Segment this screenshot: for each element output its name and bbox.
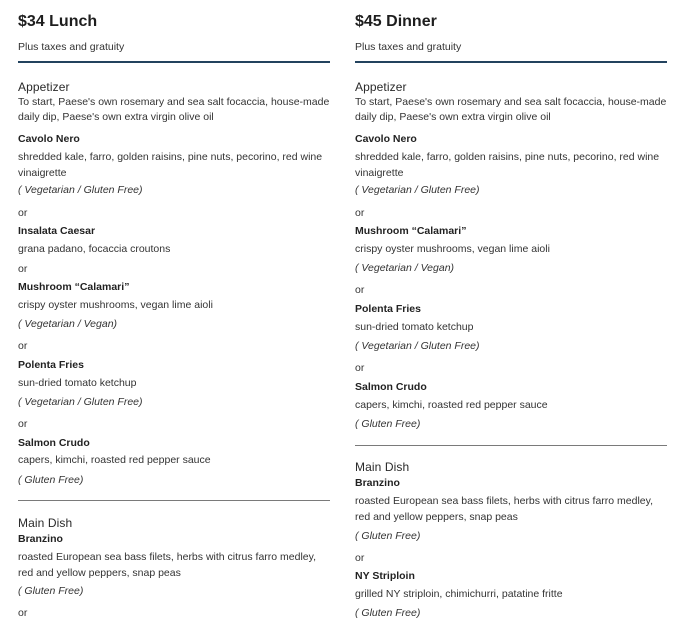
dinner-item-note: ( Gluten Free)	[355, 607, 421, 619]
lunch-item-desc: capers, kimchi, roasted red pepper sauce	[18, 454, 211, 466]
dinner-or-separator: or	[355, 552, 365, 564]
dinner-item-name: Branzino	[355, 477, 400, 489]
dinner-main-heading: Main Dish	[355, 460, 410, 474]
lunch-menu-title: $34 Lunch	[18, 13, 98, 30]
lunch-or-separator: or	[18, 207, 28, 219]
dinner-item-name: NY Striploin	[355, 570, 415, 582]
lunch-item-note: ( Gluten Free)	[18, 474, 84, 486]
lunch-item-name: Polenta Fries	[18, 359, 84, 371]
lunch-item-desc: grana padano, focaccia croutons	[18, 243, 171, 255]
dinner-item-note: ( Vegetarian / Vegan)	[355, 262, 455, 274]
dinner-item-desc: shredded kale, farro, golden raisins, pine nuts, pecorino, red wine vinaigrette	[355, 151, 660, 179]
lunch-item-name: Branzino	[18, 533, 63, 545]
lunch-item-desc: roasted European sea bass filets, herbs with citrus farro medley, red and yellow peppers, snap peas	[18, 551, 317, 579]
lunch-item-desc: shredded kale, farro, golden raisins, pine nuts, pecorino, red wine vinaigrette	[18, 151, 323, 179]
dinner-item-desc: grilled NY striploin, chimichurri, patatine fritte	[355, 588, 563, 600]
lunch-main-heading: Main Dish	[18, 516, 73, 530]
dinner-or-separator: or	[355, 362, 365, 374]
dinner-menu-title: $45 Dinner	[355, 13, 437, 30]
lunch-item-note: ( Vegetarian / Gluten Free)	[18, 184, 143, 196]
dinner-item-note: ( Gluten Free)	[355, 418, 421, 430]
dinner-section-divider	[355, 445, 667, 446]
dinner-title-divider	[355, 61, 667, 63]
dinner-item-note: ( Vegetarian / Gluten Free)	[355, 340, 480, 352]
dinner-item-desc: crispy oyster mushrooms, vegan lime aioli	[355, 243, 550, 255]
lunch-menu-subtitle: Plus taxes and gratuity	[18, 41, 125, 53]
dinner-item-name: Mushroom “Calamari”	[355, 225, 467, 237]
dinner-item-desc: capers, kimchi, roasted red pepper sauce	[355, 399, 548, 411]
lunch-item-note: ( Vegetarian / Gluten Free)	[18, 396, 143, 408]
lunch-or-separator: or	[18, 340, 28, 352]
dinner-item-note: ( Gluten Free)	[355, 530, 421, 542]
lunch-item-desc: crispy oyster mushrooms, vegan lime aioli	[18, 299, 213, 311]
lunch-item-desc: sun-dried tomato ketchup	[18, 377, 137, 389]
dinner-item-name: Cavolo Nero	[355, 133, 417, 145]
dinner-item-desc: roasted European sea bass filets, herbs with citrus farro medley, red and yellow peppers, snap peas	[355, 495, 654, 523]
dinner-item-name: Salmon Crudo	[355, 381, 427, 393]
lunch-item-name: Salmon Crudo	[18, 437, 90, 449]
dinner-appetizer-heading: Appetizer	[355, 80, 407, 94]
dinner-item-name: Polenta Fries	[355, 303, 421, 315]
lunch-appetizer-intro: To start, Paese's own rosemary and sea salt focaccia, house-made daily dip, Paese's own extra virgin olive oil	[18, 96, 330, 123]
dinner-or-separator: or	[355, 207, 365, 219]
lunch-title-divider	[18, 61, 330, 63]
lunch-or-separator: or	[18, 607, 28, 619]
dinner-item-note: ( Vegetarian / Gluten Free)	[355, 184, 480, 196]
dinner-or-separator: or	[355, 284, 365, 296]
lunch-or-separator: or	[18, 418, 28, 430]
lunch-item-name: Insalata Caesar	[18, 225, 96, 237]
lunch-section-divider	[18, 500, 330, 501]
dinner-item-desc: sun-dried tomato ketchup	[355, 321, 474, 333]
lunch-appetizer-heading: Appetizer	[18, 80, 70, 94]
lunch-or-separator: or	[18, 263, 28, 275]
dinner-appetizer-intro: To start, Paese's own rosemary and sea salt focaccia, house-made daily dip, Paese's own extra virgin olive oil	[355, 96, 667, 123]
dinner-menu-subtitle: Plus taxes and gratuity	[355, 41, 462, 53]
lunch-item-note: ( Gluten Free)	[18, 585, 84, 597]
lunch-item-name: Mushroom “Calamari”	[18, 281, 130, 293]
lunch-item-name: Cavolo Nero	[18, 133, 80, 145]
lunch-item-note: ( Vegetarian / Vegan)	[18, 318, 118, 330]
